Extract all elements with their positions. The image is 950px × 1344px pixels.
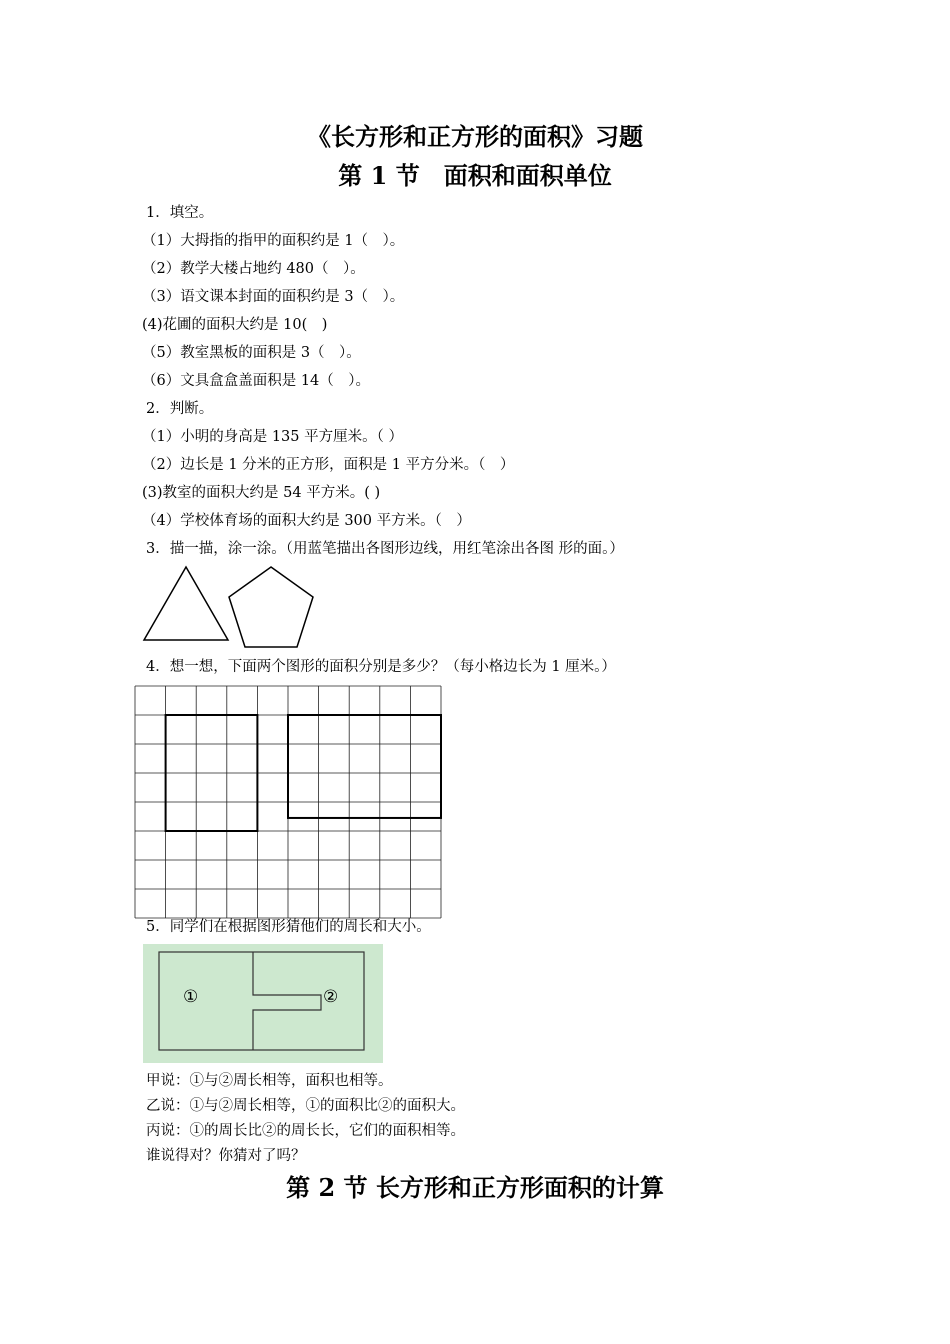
- q3-stem: 3．描一描，涂一涂。（用蓝笔描出各图形边线，用红笔涂出各图 形的面。）: [146, 541, 624, 557]
- q4-stem: 4．想一想，下面两个图形的面积分别是多少？（每小格边长为 1 厘米。）: [146, 659, 616, 675]
- page-title: 《长方形和正方形的面积》习题: [307, 122, 643, 151]
- grid-shape-2: [288, 715, 441, 818]
- q5-statement-1: 甲说：①与②周长相等，面积也相等。: [146, 1073, 393, 1089]
- q1-stem: 1．填空。: [146, 205, 214, 221]
- q1-item-4: (4)花圃的面积大约是 10( ): [142, 317, 328, 333]
- q5-statement-2: 乙说：①与②周长相等，①的面积比②的面积大。: [146, 1098, 465, 1114]
- q1-item-5: （5）教室黑板的面积是 3（ ）。: [142, 345, 361, 361]
- q2-item-3: (3)教室的面积大约是 54 平方米。( ): [142, 485, 381, 501]
- q2-stem: 2．判断。: [146, 401, 214, 417]
- q5-statement-3: 丙说：①的周长比②的周长长，它们的面积相等。: [146, 1123, 465, 1139]
- q1-item-6: （6）文具盒盒盖面积是 14（ ）。: [142, 373, 371, 389]
- q5-figure: [143, 944, 383, 1063]
- pentagon-shape: [229, 567, 313, 647]
- q2-item-4: （4）学校体育场的面积大约是 300 平方米。（ ）: [142, 513, 471, 529]
- q1-item-2: （2）教学大楼占地约 480（ ）。: [142, 261, 365, 277]
- q2-item-1: （1）小明的身高是 135 平方厘米。（ ）: [142, 429, 403, 445]
- q2-item-2: （2）边长是 1 分米的正方形，面积是 1 平方分米。（ ）: [142, 457, 515, 473]
- section-1-heading: 第 1 节 面积和面积单位: [338, 161, 612, 190]
- q1-item-3: （3）语文课本封面的面积约是 3（ ）。: [142, 289, 405, 305]
- q5-figure-background: [143, 944, 383, 1063]
- triangle-shape: [144, 567, 228, 640]
- q5-region-2-label: ②: [323, 987, 339, 1007]
- q3-shapes: [140, 562, 320, 652]
- q4-grid: [134, 685, 444, 919]
- q1-item-1: （1）大拇指的指甲的面积约是 1（ ）。: [142, 233, 405, 249]
- q5-question: 谁说得对？你猜对了吗？: [146, 1148, 306, 1164]
- q5-stem: 5．同学们在根据图形猜他们的周长和大小。: [146, 919, 431, 935]
- q5-region-1-label: ①: [183, 987, 199, 1007]
- section-2-heading: 第 2 节 长方形和正方形面积的计算: [286, 1173, 664, 1202]
